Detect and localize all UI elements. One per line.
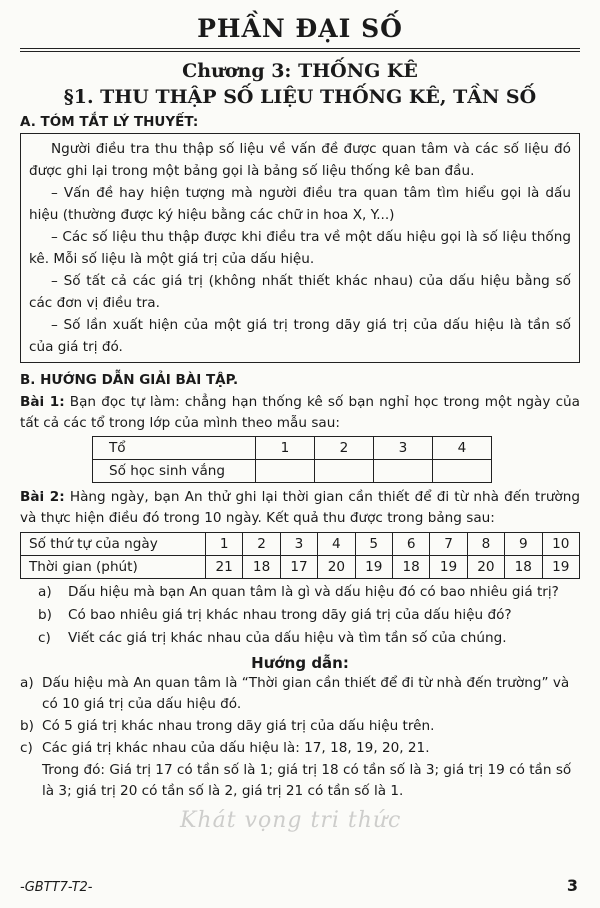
answer-detail-text: Trong đó: Giá trị 17 có tần số là 1; giá trị 18 có tần số là 3; giá trị 19 có tần số là 3; giá trị 20 có tần số là 2, giá trị 21 có tần số là 1. — [42, 762, 572, 799]
question-list — [20, 582, 580, 649]
exercise-2-text: Hàng ngày, bạn An thử ghi lại thời gian cần thiết để đi từ nhà đến trường và thực hiện điều đó trong 10 ngày. Kết quả thu được trong bảng sau: — [20, 489, 580, 526]
table-header-cell: Số thứ tự của ngày — [21, 533, 206, 556]
table-cell: 21 — [206, 556, 243, 579]
question-text: Dấu hiệu mà bạn An quan tâm là gì và dấu hiệu đó có bao nhiêu giá trị? — [68, 584, 559, 600]
answer-item — [20, 673, 580, 715]
table-header-cell: Tổ — [93, 437, 256, 460]
exercise-1 — [20, 392, 580, 434]
theory-paragraph: – Số tất cả các giá trị (không nhất thiết khác nhau) của dấu hiệu bằng số các đơn vị điều tra. — [29, 273, 571, 311]
table-cell: 18 — [243, 556, 280, 579]
table-cell: 19 — [542, 556, 579, 579]
table-cell: 4 — [318, 533, 355, 556]
chapter-title: Chương 3: THỐNG KÊ — [182, 60, 418, 82]
theory-paragraph: – Các số liệu thu thập được khi điều tra về một dấu hiệu gọi là số liệu thống kê. Mỗi số liệu là một giá trị của dấu hiệu. — [29, 229, 571, 267]
table-header-cell: Số học sinh vắng — [93, 460, 256, 483]
table-cell: 20 — [467, 556, 504, 579]
question-key: c) — [38, 630, 51, 646]
exercise-1-text: Bạn đọc tự làm: chẳng hạn thống kê số bạn nghỉ học trong một ngày của tất cả các tổ trong lớp của mình theo mẫu sau: — [20, 394, 580, 431]
theory-paragraph: – Vấn đề hay hiện tượng mà người điều tra quan tâm tìm hiểu gọi là dấu hiệu (thường được ký hiệu bằng các chữ in hoa X, Y...) — [29, 185, 571, 223]
title-rule — [20, 48, 580, 52]
table-cell: 18 — [392, 556, 429, 579]
table-cell: 20 — [318, 556, 355, 579]
table-cell — [315, 460, 374, 483]
answer-item — [20, 716, 580, 737]
answer-key: b) — [20, 718, 34, 734]
question-item — [20, 582, 580, 603]
table-cell: 19 — [355, 556, 392, 579]
answer-key: a) — [20, 675, 34, 691]
question-item — [20, 628, 580, 649]
table-cell: 1 — [256, 437, 315, 460]
table-cell — [433, 460, 492, 483]
table-cell: 10 — [542, 533, 579, 556]
exercise-2 — [20, 487, 580, 529]
table-cell: 6 — [392, 533, 429, 556]
question-key: a) — [38, 584, 52, 600]
answer-key: c) — [20, 740, 33, 756]
table-cell: 1 — [206, 533, 243, 556]
theory-heading: A. TÓM TẮT LÝ THUYẾT: — [20, 114, 199, 130]
table-cell: 4 — [433, 437, 492, 460]
table-header-cell: Thời gian (phút) — [21, 556, 206, 579]
travel-time-table — [20, 532, 580, 579]
footer-code: -GBTT7-T2- — [20, 880, 93, 895]
page-content — [20, 14, 580, 802]
answer-list — [20, 673, 580, 802]
table-cell: 2 — [243, 533, 280, 556]
table-cell: 3 — [374, 437, 433, 460]
table-cell: 17 — [280, 556, 317, 579]
table-cell: 19 — [430, 556, 467, 579]
table-row — [21, 533, 580, 556]
page-number: 3 — [566, 876, 578, 895]
answer-text: Dấu hiệu mà An quan tâm là “Thời gian cần thiết để đi từ nhà đến trường” và có 10 giá trị của dấu hiệu đó. — [42, 675, 570, 712]
theory-box — [20, 133, 580, 363]
table-cell — [256, 460, 315, 483]
question-item — [20, 605, 580, 626]
guide-heading: Hướng dẫn: — [251, 654, 349, 672]
table-row — [93, 460, 492, 483]
table-cell: 7 — [430, 533, 467, 556]
answer-item — [20, 738, 580, 759]
answer-text: Các giá trị khác nhau của dấu hiệu là: 17, 18, 19, 20, 21. — [42, 740, 430, 756]
exercises-heading: B. HƯỚNG DẪN GIẢI BÀI TẬP. — [20, 372, 239, 388]
table-cell: 9 — [505, 533, 542, 556]
exercise-1-label: Bài 1: — [20, 394, 65, 410]
absence-table — [92, 436, 492, 483]
table-cell: 5 — [355, 533, 392, 556]
table-cell: 2 — [315, 437, 374, 460]
table-row — [93, 437, 492, 460]
section-title: §1. THU THẬP SỐ LIỆU THỐNG KÊ, TẦN SỐ — [63, 86, 537, 108]
table-cell: 18 — [505, 556, 542, 579]
theory-paragraph: – Số lần xuất hiện của một giá trị trong dãy giá trị của dấu hiệu là tần số của giá trị đó. — [29, 317, 571, 355]
exercise-2-label: Bài 2: — [20, 489, 65, 505]
table-row — [21, 556, 580, 579]
part-title: PHẦN ĐẠI SỐ — [197, 14, 403, 43]
answer-text: Có 5 giá trị khác nhau trong dãy giá trị của dấu hiệu trên. — [42, 718, 435, 734]
watermark: Khát vọng tri thức — [180, 808, 402, 833]
table-cell — [374, 460, 433, 483]
table-cell: 3 — [280, 533, 317, 556]
theory-paragraph: Người điều tra thu thập số liệu về vấn đề được quan tâm và các số liệu đó được ghi lại trong một bảng gọi là bảng số liệu thống kê ban đầu. — [29, 141, 571, 179]
answer-detail — [20, 760, 580, 802]
question-key: b) — [38, 607, 52, 623]
question-text: Viết các giá trị khác nhau của dấu hiệu và tìm tần số của chúng. — [68, 630, 507, 646]
table-cell: 8 — [467, 533, 504, 556]
question-text: Có bao nhiêu giá trị khác nhau trong dãy giá trị của dấu hiệu đó? — [68, 607, 512, 623]
